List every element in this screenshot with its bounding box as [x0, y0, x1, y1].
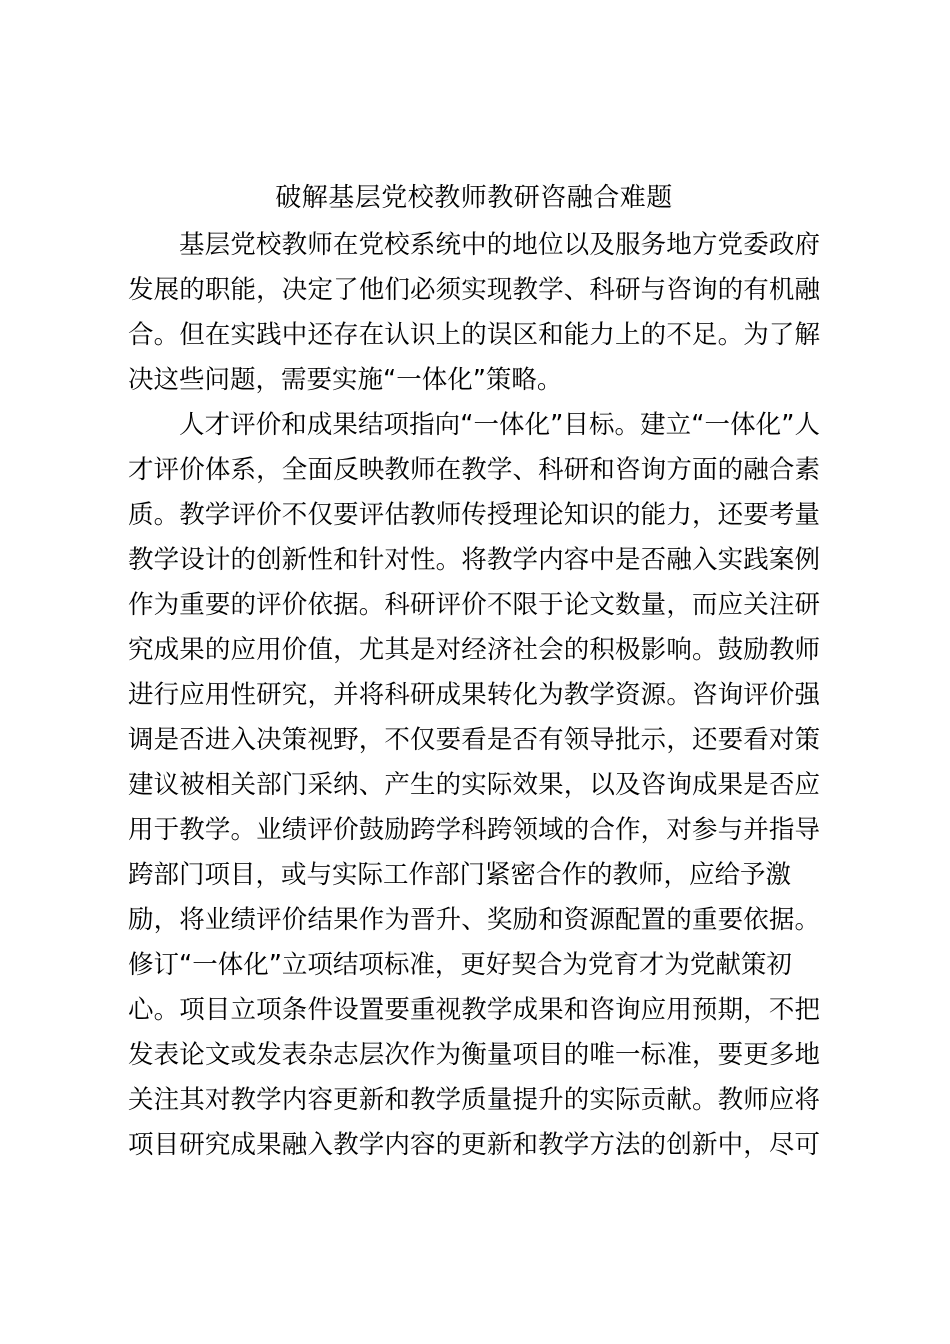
paragraph-1-line-1: 基层党校教师在党校系统中的地位以及服务地方党委政府 — [179, 230, 820, 260]
paragraph-2-line-1: 人才评价和成果结项指向“一体化”目标。建立“一体化”人 — [179, 410, 820, 440]
paragraph-2-line-3: 质。教学评价不仅要评估教师传授理论知识的能力，还要考量 — [128, 500, 820, 530]
paragraph-2-line-15: 发表论文或发表杂志层次作为衡量项目的唯一标准，要更多地 — [128, 1040, 820, 1070]
paragraph-1-line-3: 合。但在实践中还存在认识上的误区和能力上的不足。为了解 — [128, 320, 820, 350]
paragraph-2-line-7: 进行应用性研究，并将科研成果转化为教学资源。咨询评价强 — [128, 680, 820, 710]
paragraph-2-line-8: 调是否进入决策视野，不仅要看是否有领导批示，还要看对策 — [128, 725, 820, 755]
paragraph-2-line-12: 励，将业绩评价结果作为晋升、奖励和资源配置的重要依据。 — [128, 905, 820, 935]
document-title: 破解基层党校教师教研咨融合难题 — [275, 183, 673, 213]
paragraph-1-line-2: 发展的职能，决定了他们必须实现教学、科研与咨询的有机融 — [128, 275, 820, 305]
paragraph-2-line-16: 关注其对教学内容更新和教学质量提升的实际贡献。教师应将 — [128, 1085, 820, 1115]
paragraph-2-line-14: 心。项目立项条件设置要重视教学成果和咨询应用预期，不把 — [128, 995, 820, 1025]
paragraph-1-line-4: 决这些问题，需要实施“一体化”策略。 — [128, 365, 563, 395]
paragraph-2-line-4: 教学设计的创新性和针对性。将教学内容中是否融入实践案例 — [128, 545, 820, 575]
paragraph-2-line-13: 修订“一体化”立项结项标准，更好契合为党育才为党献策初 — [128, 950, 792, 980]
paragraph-2-line-10: 用于教学。业绩评价鼓励跨学科跨领域的合作，对参与并指导 — [128, 815, 820, 845]
document-body — [128, 223, 820, 1168]
paragraph-2-line-17: 项目研究成果融入教学内容的更新和教学方法的创新中，尽可 — [128, 1130, 820, 1160]
paragraph-2-line-6: 究成果的应用价值，尤其是对经济社会的积极影响。鼓励教师 — [128, 635, 820, 665]
paragraph-2-line-9: 建议被相关部门采纳、产生的实际效果，以及咨询成果是否应 — [128, 770, 820, 800]
paragraph-2-line-11: 跨部门项目，或与实际工作部门紧密合作的教师，应给予激 — [128, 860, 792, 890]
paragraph-2-line-5: 作为重要的评价依据。科研评价不限于论文数量，而应关注研 — [128, 590, 820, 620]
paragraph-2-line-2: 才评价体系，全面反映教师在教学、科研和咨询方面的融合素 — [128, 455, 820, 485]
